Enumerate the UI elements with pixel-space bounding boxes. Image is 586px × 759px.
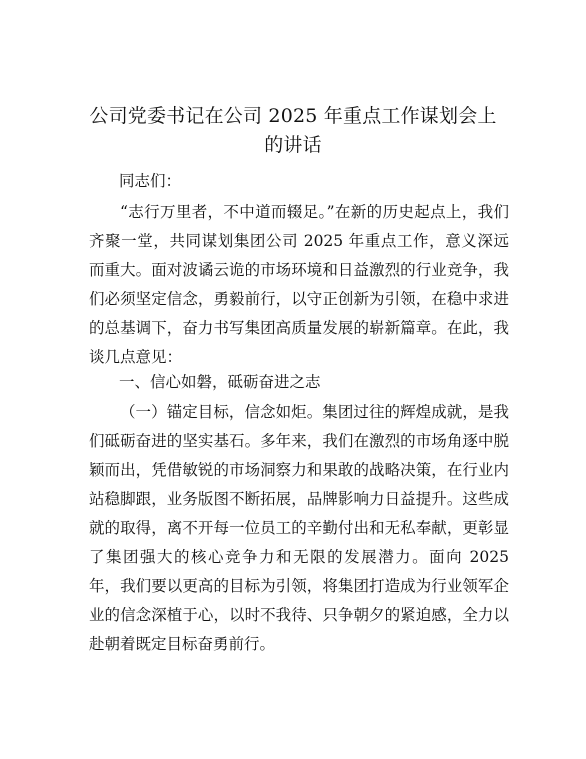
greeting: 同志们： [119, 172, 182, 190]
document-title-line-1: 公司党委书记在公司 2025 年重点工作谋划会上 [89, 105, 497, 127]
section-heading-1: 一、信心如磐，砥砺奋进之志 [119, 373, 321, 391]
document-title-line-2: 的讲话 [264, 134, 322, 156]
paragraph-section-1-1: （一）锚定目标，信念如炬。集团过往的辉煌成就，是我们砥砺奋进的坚实基石。多年来，我们在激烈的市场角逐中脱颖而出，凭借敏锐的市场洞察力和果敢的战略决策，在行业内站稳脚跟，业务版图不断拓展，品牌影响力日益提升。这些成就的取得，离不开每一位员工的辛勤付出和无私奉献，更彰显了集团强大的核心竞争力和无限的发展潜力。面向 2025 年，我们要以更高的目标为引领，将集团打造成为行业领军企业的信念深植于心，以时不我待、只争朝夕的紧迫感，全力以赴朝着既定目标奋勇前行。 [89, 403, 509, 653]
paragraph-intro: “志行万里者，不中道而辍足。”在新的历史起点上，我们齐聚一堂，共同谋划集团公司 2025 年重点工作，意义深远而重大。面对波谲云诡的市场环境和日益激烈的行业竞争，我们必须坚定信念，勇毅前行，以守正创新为引领，在稳中求进的总基调下，奋力书写集团高质量发展的崭新篇章。在此，我谈几点意见： [89, 203, 509, 366]
